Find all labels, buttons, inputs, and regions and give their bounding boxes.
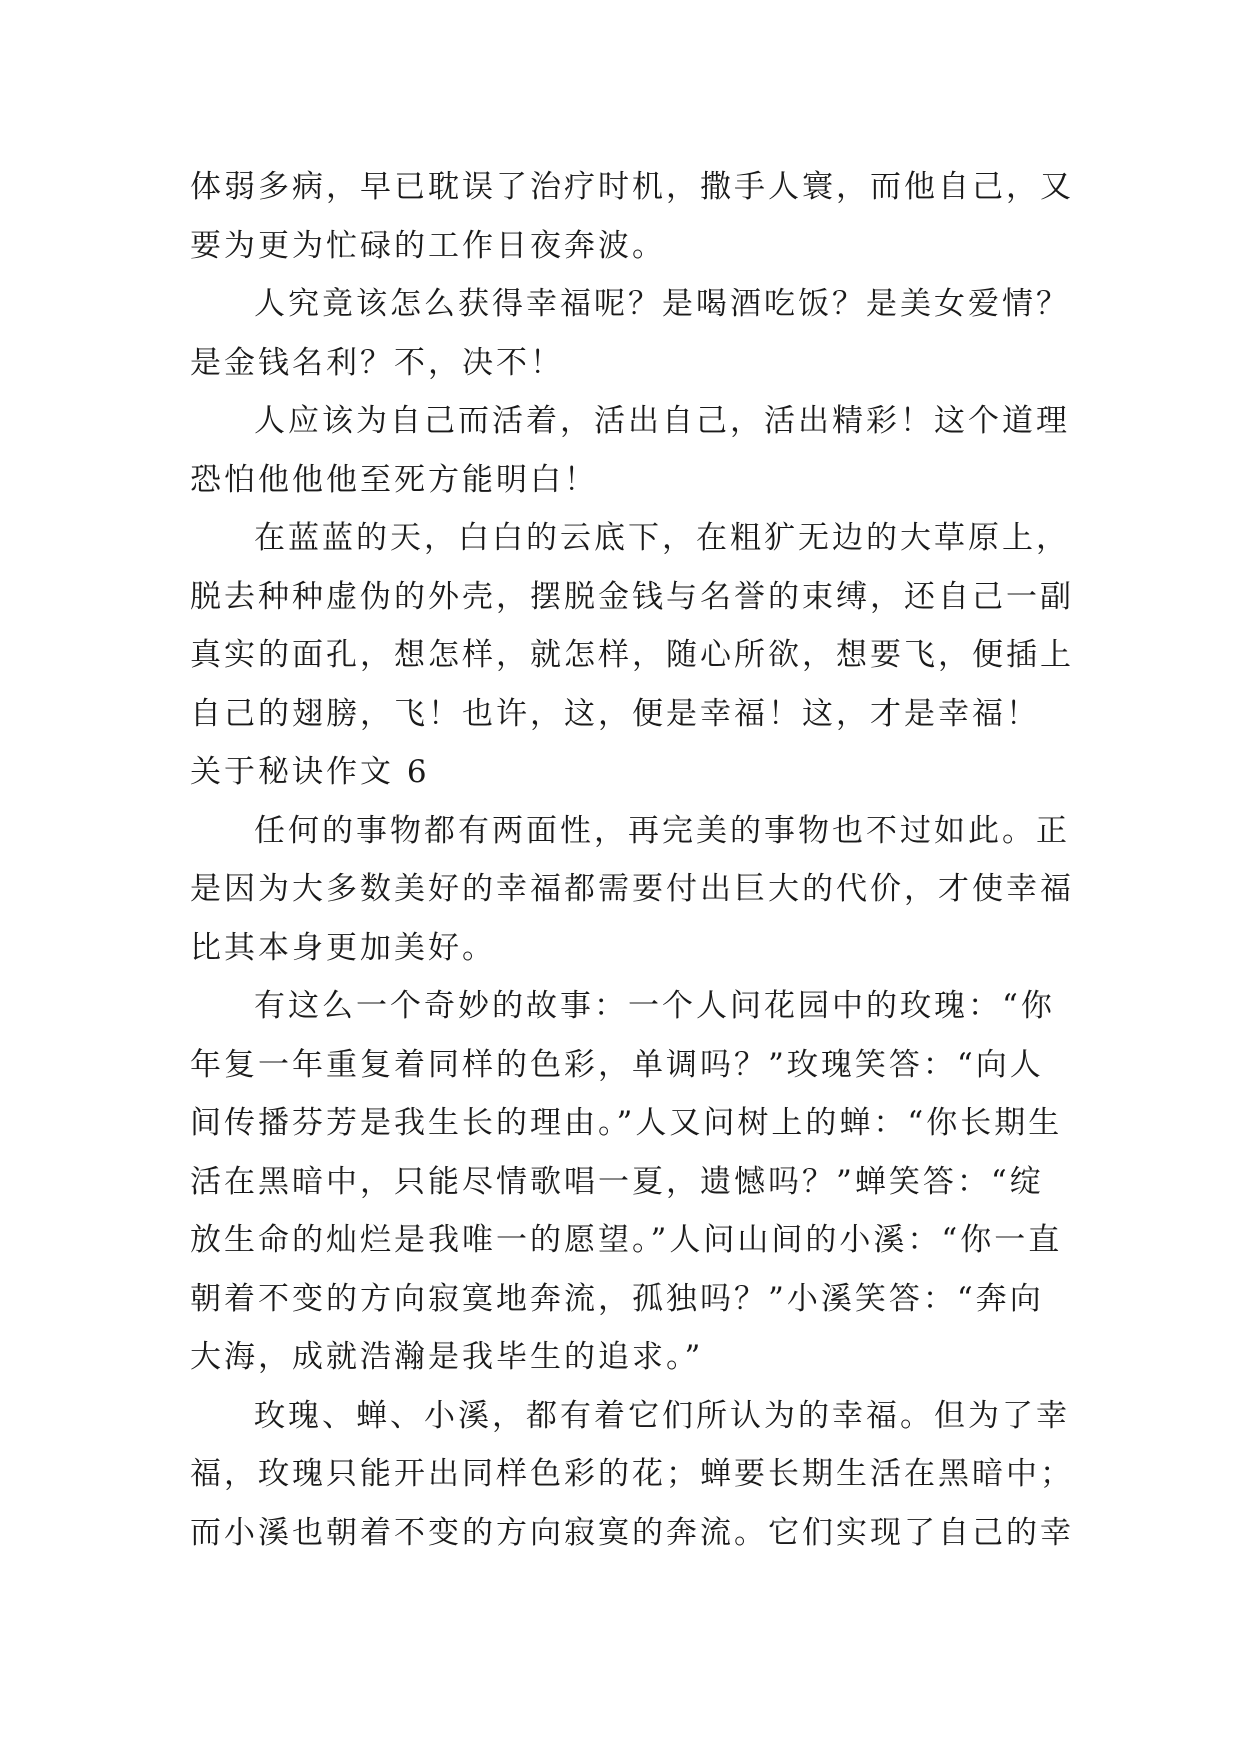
text-line: 朝着不变的方向寂寞地奔流，孤独吗？”小溪笑答：“奔向 [190, 1280, 1044, 1317]
text-line: 有这么一个奇妙的故事：一个人问花园中的玫瑰：“你 [254, 988, 1055, 1024]
text-line: 年复一年重复着同样的色彩，单调吗？”玫瑰笑答：“向人 [190, 1046, 1044, 1083]
text-line: 自己的翅膀，飞！也许，这，便是幸福！这，才是幸福！ [190, 695, 1040, 732]
text-line: 脱去种种虚伪的外壳，摆脱金钱与名誉的束缚，还自己一副 [190, 578, 1074, 615]
text-line: 间传播芬芳是我生长的理由。”人又问树上的蝉：“你长期生 [190, 1105, 1063, 1141]
text-line: 恐怕他他他至死方能明白！ [190, 461, 598, 498]
text-line: 大海，成就浩瀚是我毕生的追求。” [190, 1339, 704, 1375]
text-line: 在蓝蓝的天，白白的云底下，在粗犷无边的大草原上， [254, 520, 1070, 556]
text-line: 关于秘诀作文 6 [190, 754, 430, 790]
document-body [190, 158, 1074, 1562]
text-line: 而小溪也朝着不变的方向寂寞的奔流。它们实现了自己的幸 [190, 1514, 1074, 1551]
text-line: 人究竟该怎么获得幸福呢？是喝酒吃饭？是美女爱情？ [254, 286, 1070, 322]
text-line: 是因为大多数美好的幸福都需要付出巨大的代价，才使幸福 [190, 871, 1074, 907]
text-line: 真实的面孔，想怎样，就怎样，随心所欲，想要飞，便插上 [190, 637, 1074, 673]
text-line: 是金钱名利？不，决不！ [190, 344, 564, 381]
text-line: 福，玫瑰只能开出同样色彩的花；蝉要长期生活在黑暗中； [190, 1456, 1074, 1492]
text-line: 放生命的灿烂是我唯一的愿望。”人问山间的小溪：“你一直 [190, 1222, 1063, 1258]
text-line: 人应该为自己而活着，活出自己，活出精彩！这个道理 [254, 403, 1070, 439]
text-line: 活在黑暗中，只能尽情歌唱一夏，遗憾吗？”蝉笑答：“绽 [190, 1163, 1044, 1200]
text-line: 体弱多病，早已耽误了治疗时机，撒手人寰，而他自己，又 [190, 169, 1074, 205]
text-line: 比其本身更加美好。 [190, 929, 496, 966]
text-line: 要为更为忙碌的工作日夜奔波。 [190, 227, 666, 264]
text-line: 任何的事物都有两面性，再完美的事物也不过如此。正 [254, 812, 1070, 849]
text-line: 玫瑰、蝉、小溪，都有着它们所认为的幸福。但为了幸 [254, 1397, 1070, 1434]
